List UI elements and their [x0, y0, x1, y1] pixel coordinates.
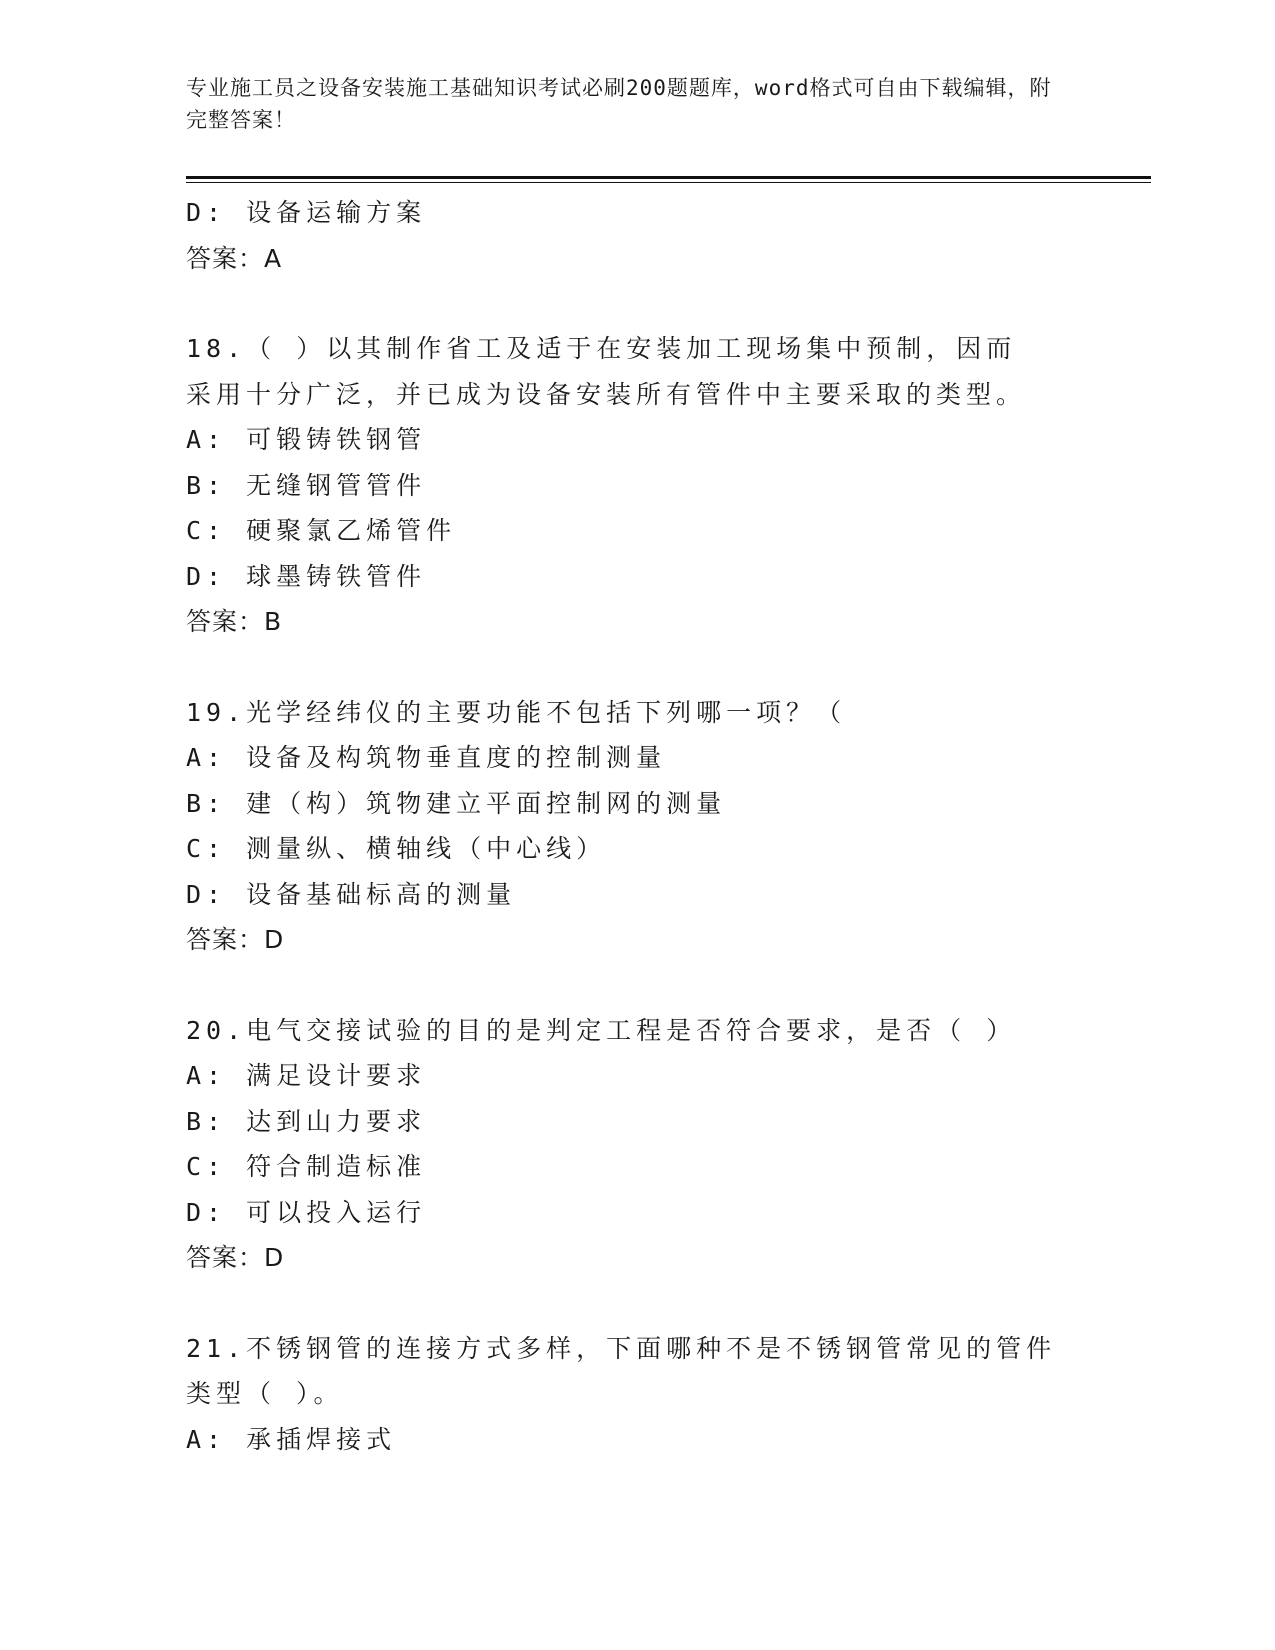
option-a: A: 承插焊接式: [186, 1424, 397, 1454]
option-d: D: 设备运输方案: [186, 198, 427, 227]
question-21: [186, 1326, 1086, 1463]
spacer: [186, 1281, 1086, 1326]
question-20: [186, 1008, 1086, 1281]
question-text: 20.电气交接试验的目的是判定工程是否符合要求，是否（ ）: [186, 1015, 1017, 1045]
document-header: 专业施工员之设备安装施工基础知识考试必刷200题题库，word格式可自由下载编辑，附完整答案！: [186, 76, 1052, 132]
header-rule-thick: [186, 176, 1151, 179]
header-rule-thin: [186, 182, 1151, 183]
answer: 答案：D: [186, 925, 285, 954]
option-c: C: 测量纵、横轴线（中心线）: [186, 834, 607, 863]
spacer: [186, 963, 1086, 1008]
spacer: [186, 645, 1086, 690]
question-list: [186, 190, 1086, 1462]
option-d: D: 可以投入运行: [186, 1197, 427, 1227]
option-a: A: 满足设计要求: [186, 1061, 427, 1090]
option-b: B: 建（构）筑物建立平面控制网的测量: [186, 788, 727, 818]
option-d: D: 球墨铸铁管件: [186, 561, 427, 591]
answer: 答案：B: [186, 607, 283, 636]
option-d: D: 设备基础标高的测量: [186, 879, 517, 909]
option-c: C: 符合制造标准: [186, 1152, 427, 1181]
question-text: 18.（ ）以其制作省工及适于在安装加工现场集中预制，因而采用十分广泛，并已成为设备安装所有管件中主要采取的类型。: [186, 334, 1027, 409]
option-b: B: 达到山力要求: [186, 1106, 427, 1136]
answer: 答案：A: [186, 243, 283, 273]
answer: 答案：D: [186, 1243, 285, 1272]
question-19: [186, 690, 1086, 963]
question-tail: [186, 190, 1086, 281]
option-a: A: 设备及构筑物垂直度的控制测量: [186, 743, 667, 772]
question-text: 19.光学经纬仪的主要功能不包括下列哪一项？（: [186, 697, 847, 727]
option-b: B: 无缝钢管管件: [186, 470, 427, 500]
question-18: [186, 326, 1086, 645]
spacer: [186, 281, 1086, 326]
option-c: C: 硬聚氯乙烯管件: [186, 516, 457, 545]
question-text: 21.不锈钢管的连接方式多样，下面哪种不是不锈钢管常见的管件类型（ ）。: [186, 1333, 1057, 1408]
option-a: A: 可锻铸铁钢管: [186, 425, 427, 454]
